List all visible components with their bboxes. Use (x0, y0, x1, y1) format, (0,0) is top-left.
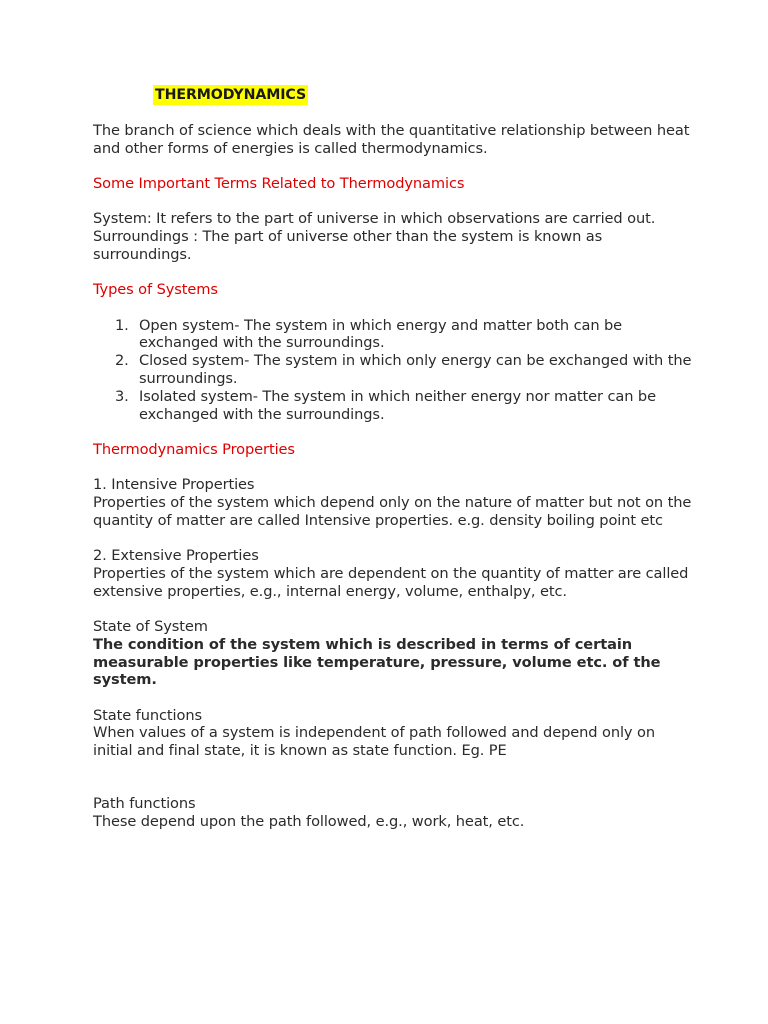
path-functions-text: These depend upon the path followed, e.g., work, heat, etc. (93, 812, 525, 830)
intro-paragraph: The branch of science which deals with the quantitative relationship between heat and other forms of energies is called thermodynamics. (93, 122, 690, 157)
system-definition: System: It refers to the part of universe in which observations are carried out. (93, 210, 656, 228)
properties-heading: Thermodynamics Properties (93, 440, 295, 458)
extensive-heading: 2. Extensive Properties (93, 547, 259, 565)
list-item (93, 352, 693, 388)
types-heading: Types of Systems (93, 281, 218, 299)
list-item-number: 1. (115, 316, 129, 334)
surroundings-definition: Surroundings : The part of universe other than the system is known as surroundings. (93, 228, 603, 263)
state-functions-heading: State functions (93, 706, 202, 724)
list-item (93, 317, 693, 353)
types-list (93, 317, 693, 424)
state-of-system-text: The condition of the system which is described in terms of certain measurable properties like temperature, pressure, volume etc. of the system. (93, 635, 661, 689)
path-functions-heading: Path functions (93, 795, 196, 813)
state-functions-text: When values of a system is independent of path followed and depend only on initial and final state, it is known as state function. Eg. PE (93, 724, 655, 760)
intensive-text: Properties of the system which depend only on the nature of matter but not on the quantity of matter are called Intensive properties. e.g. density boiling point etc (93, 493, 692, 529)
list-item-text: Isolated system- The system in which neither energy nor matter can be exchanged with the surroundings. (139, 387, 656, 423)
document-page (93, 85, 693, 831)
extensive-text: Properties of the system which are dependent on the quantity of matter are called extensive properties, e.g., internal energy, volume, enthalpy, etc. (93, 564, 689, 600)
state-of-system-heading: State of System (93, 617, 208, 635)
list-item-number: 2. (115, 352, 129, 370)
list-item-text: Open system- The system in which energy and matter both can be exchanged with the surroundings. (139, 316, 623, 352)
title-row (93, 85, 693, 105)
list-item (93, 388, 693, 424)
terms-heading: Some Important Terms Related to Thermodynamics (93, 175, 465, 193)
intensive-heading: 1. Intensive Properties (93, 476, 255, 494)
list-item-number: 3. (115, 387, 129, 405)
document-title: THERMODYNAMICS (155, 87, 307, 103)
list-item-text: Closed system- The system in which only energy can be exchanged with the surroundings. (139, 352, 692, 387)
